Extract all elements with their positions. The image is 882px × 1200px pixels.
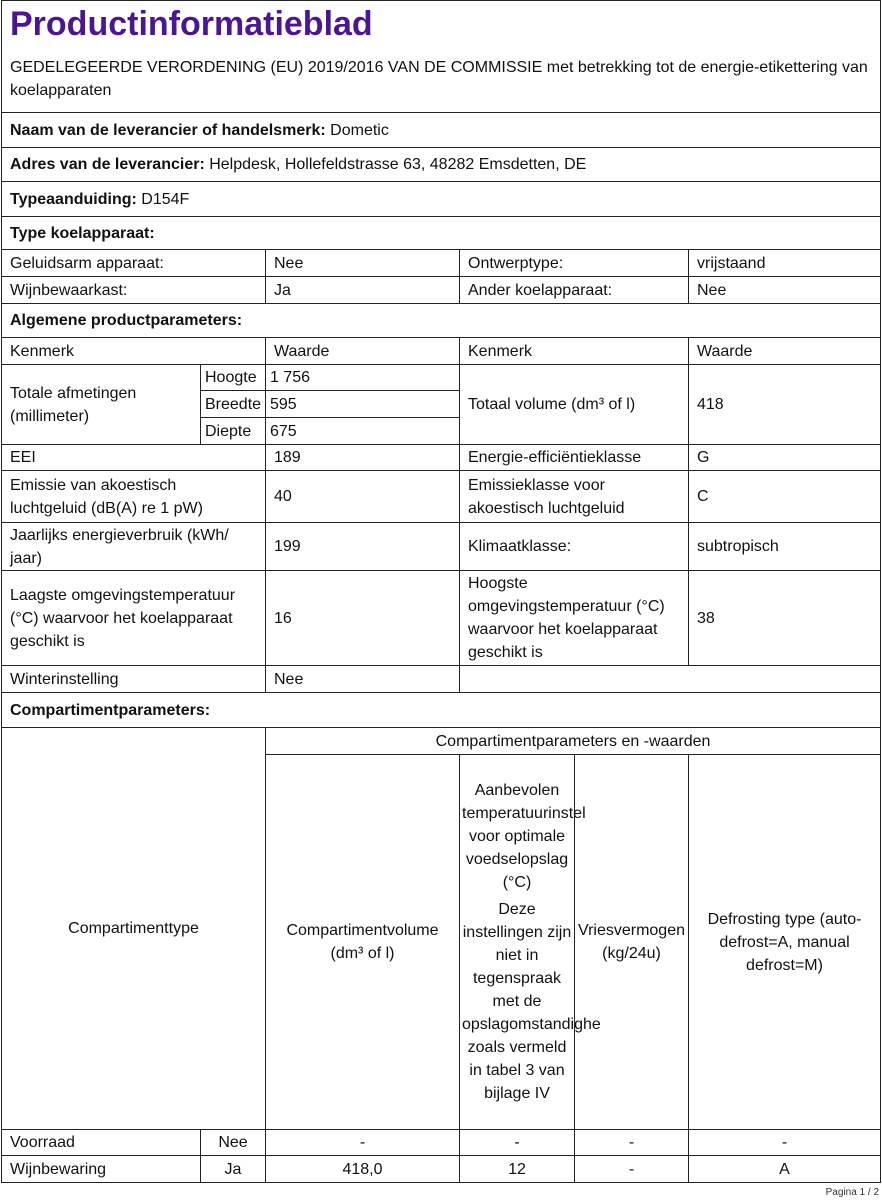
compartment-defrost-type: A <box>689 1156 881 1183</box>
winter-setting-value: Nee <box>266 666 460 693</box>
type-heading-row <box>2 217 881 250</box>
type-value: Nee <box>689 277 881 304</box>
height-value: 1 756 <box>266 365 460 391</box>
freezing-capacity-header: Vriesvermogen (kg/24u) <box>575 755 689 1130</box>
compartment-name: Voorraad <box>2 1130 201 1156</box>
compartment-temperature: 12 <box>460 1156 575 1183</box>
annual-consumption-value: 199 <box>266 523 460 571</box>
type-value: vrijstaand <box>689 250 881 277</box>
model-label: Typeaanduiding: <box>10 190 137 208</box>
supplier-name-label: Naam van de leverancier of handelsmerk: <box>10 121 326 139</box>
eei-value: 189 <box>266 445 460 471</box>
type-value: Nee <box>266 250 460 277</box>
supplier-address-label: Adres van de leverancier: <box>10 156 205 173</box>
compartment-type-header: Compartimenttype <box>2 728 266 1130</box>
energy-class-label: Energie-efficiëntieklasse <box>460 445 689 471</box>
type-heading: Type koelapparaat: <box>2 217 881 250</box>
noise-class-label: Emissieklasse voor akoestisch luchtgeluid <box>460 471 689 523</box>
model-value: D154F <box>141 190 190 208</box>
column-header-waarde: Waarde <box>689 338 881 365</box>
column-header-kenmerk: Kenmerk <box>2 338 266 365</box>
recommended-temperature-header <box>460 755 601 1130</box>
depth-label: Diepte <box>201 418 266 445</box>
volume-value: 418 <box>689 365 881 445</box>
climate-class-label: Klimaatklasse: <box>460 523 689 571</box>
max-temperature-value: 38 <box>689 571 881 666</box>
defrost-type-header: Defrosting type (auto-defrost=A, manual defrost=M) <box>689 755 881 1130</box>
annual-consumption-row <box>2 523 881 571</box>
compartments-heading-row <box>2 693 881 728</box>
width-label: Breedte <box>201 391 266 418</box>
supplier-address-value: Helpdesk, Hollefeldstrasse 63, 48282 Emsdetten, DE <box>209 156 587 173</box>
supplier-address-row <box>2 148 881 182</box>
compartments-group-header-row <box>2 728 881 755</box>
compartment-freezing-capacity: - <box>575 1156 689 1183</box>
width-value: 595 <box>266 391 460 418</box>
compartment-present: Nee <box>201 1130 266 1156</box>
noise-label: Emissie van akoestisch luchtgeluid (dB(A) re 1 pW) <box>2 471 266 523</box>
energy-class-value: G <box>689 445 881 471</box>
model-row <box>2 182 881 217</box>
general-heading-row <box>2 304 881 338</box>
column-header-waarde: Waarde <box>266 338 460 365</box>
compartment-name: Wijnbewaring <box>2 1156 201 1183</box>
max-temperature-label: Hoogste omgevingstemperatuur (°C) waarvoor het koelapparaat geschikt is <box>460 571 689 666</box>
climate-class-value: subtropisch <box>689 523 881 571</box>
dimensions-label: Totale afmetingen (millimeter) <box>2 365 201 445</box>
page-title: Productinformatieblad <box>10 5 373 43</box>
winter-setting-row <box>2 666 881 693</box>
compartment-defrost-type: - <box>689 1130 881 1156</box>
supplier-name-value: Dometic <box>330 121 389 139</box>
compartment-group-header: Compartimentparameters en -waarden <box>266 728 881 755</box>
page-number: Pagina 1 / 2 <box>825 1187 879 1198</box>
ambient-temperature-row <box>2 571 881 666</box>
noise-row <box>2 471 881 523</box>
general-heading: Algemene productparameters: <box>2 304 881 338</box>
volume-label: Totaal volume (dm³ of l) <box>460 365 689 445</box>
type-row <box>2 250 881 277</box>
winter-setting-label: Winterinstelling <box>2 666 266 693</box>
type-key: Geluidsarm apparaat: <box>2 250 266 277</box>
empty-cell <box>460 666 881 693</box>
recommended-temperature-text: Aanbevolen temperatuurinstel voor optimale voedselopslag (°C) <box>462 782 586 891</box>
eei-row <box>2 445 881 471</box>
compartment-row <box>2 1130 881 1156</box>
annual-consumption-label: Jaarlijks energieverbruik (kWh/ jaar) <box>2 523 266 571</box>
compartment-row <box>2 1156 881 1183</box>
general-header-row <box>2 338 881 365</box>
compartment-volume-header: Compartimentvolume (dm³ of l) <box>266 755 460 1130</box>
noise-value: 40 <box>266 471 460 523</box>
regulation-subtitle: GEDELEGEERDE VERORDENING (EU) 2019/2016 VAN DE COMMISSIE met betrekking tot de energie-etikettering van koelapparaten <box>2 46 881 113</box>
eei-label: EEI <box>2 445 266 471</box>
min-temperature-value: 16 <box>266 571 460 666</box>
type-row <box>2 277 881 304</box>
depth-value: 675 <box>266 418 460 445</box>
column-header-kenmerk: Kenmerk <box>460 338 689 365</box>
dimension-row-height <box>2 365 881 391</box>
compartment-freezing-capacity: - <box>575 1130 689 1156</box>
compartment-present: Ja <box>201 1156 266 1183</box>
product-info-table <box>1 0 881 1183</box>
supplier-name-row <box>2 113 881 148</box>
height-label: Hoogte <box>201 365 266 391</box>
compartment-volume: 418,0 <box>266 1156 460 1183</box>
noise-class-value: C <box>689 471 881 523</box>
min-temperature-label: Laagste omgevingstemperatuur (°C) waarvoor het koelapparaat geschikt is <box>2 571 266 666</box>
type-key: Wijnbewaarkast: <box>2 277 266 304</box>
type-value: Ja <box>266 277 460 304</box>
compartments-heading: Compartimentparameters: <box>2 693 881 728</box>
subtitle-row <box>2 46 881 113</box>
type-key: Ontwerptype: <box>460 250 689 277</box>
compartment-volume: - <box>266 1130 460 1156</box>
storage-conditions-note: Deze instellingen zijn niet in tegenspraak met de opslagomstandighe zoals vermeld in tabel 3 van bijlage IV <box>462 901 601 1102</box>
type-key: Ander koelapparaat: <box>460 277 689 304</box>
title-row <box>2 1 881 47</box>
compartment-temperature: - <box>460 1130 575 1156</box>
